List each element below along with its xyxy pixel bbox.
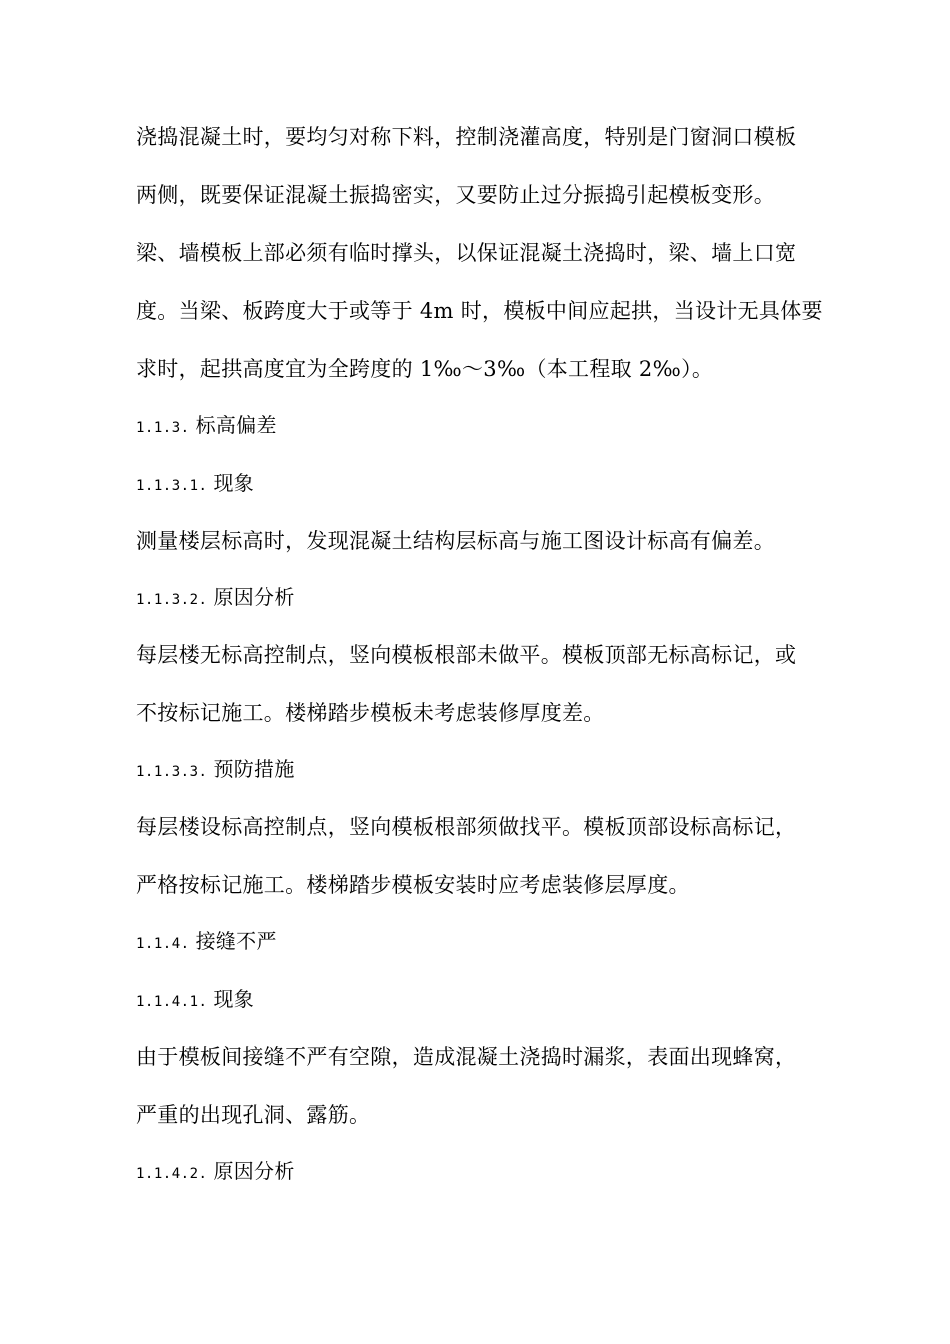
section-title: 标高偏差 (195, 413, 277, 437)
section-heading (136, 1156, 846, 1189)
paragraph-line: 由于模板间接缝不严有空隙，造成混凝土浇捣时漏浆，表面出现蜂窝， (136, 1045, 797, 1069)
section-heading (136, 754, 846, 787)
paragraph-line: 求时，起拱高度宜为全跨度的 1‰～3‰（本工程取 2‰）。 (136, 357, 714, 381)
section-heading (136, 468, 846, 501)
section-title: 原因分析 (213, 1159, 295, 1183)
section-number: 1.1.3.1. (136, 478, 208, 494)
paragraph-line: 不按标记施工。楼梯踏步模板未考虑装修厚度差。 (136, 701, 605, 725)
paragraph-line: 严格按标记施工。楼梯踏步模板安装时应考虑装修层厚度。 (136, 873, 690, 897)
paragraph-line: 度。当梁、板跨度大于或等于 4m 时，模板中间应起拱，当设计无具体要 (136, 299, 823, 323)
paragraph-line: 每层楼设标高控制点，竖向模板根部须做找平。模板顶部设标高标记， (136, 815, 797, 839)
paragraph-line: 两侧，既要保证混凝土振捣密实，又要防止过分振捣引起模板变形。 (136, 183, 775, 207)
paragraph-line: 浇捣混凝土时，要均匀对称下料，控制浇灌高度，特别是门窗洞口模板 (136, 125, 797, 149)
section-heading (136, 984, 846, 1017)
section-heading (136, 926, 846, 959)
paragraph-line: 梁、墙模板上部必须有临时撑头，以保证混凝土浇捣时，梁、墙上口宽 (136, 241, 797, 265)
section-number: 1.1.4.1. (136, 994, 208, 1010)
section-title: 现象 (213, 987, 255, 1011)
section-heading (136, 410, 846, 443)
section-title: 接缝不严 (195, 929, 277, 953)
section-number: 1.1.3.2. (136, 592, 208, 608)
paragraph-line: 每层楼无标高控制点，竖向模板根部未做平。模板顶部无标高标记，或 (136, 643, 797, 667)
section-number: 1.1.4. (136, 936, 190, 952)
paragraph-line: 测量楼层标高时，发现混凝土结构层标高与施工图设计标高有偏差。 (136, 529, 775, 553)
section-title: 预防措施 (213, 757, 295, 781)
section-title: 原因分析 (213, 585, 295, 609)
section-number: 1.1.3. (136, 420, 190, 436)
section-number: 1.1.3.3. (136, 764, 208, 780)
section-number: 1.1.4.2. (136, 1166, 208, 1182)
section-heading (136, 582, 846, 615)
paragraph-line: 严重的出现孔洞、露筋。 (136, 1103, 371, 1127)
section-title: 现象 (213, 471, 255, 495)
